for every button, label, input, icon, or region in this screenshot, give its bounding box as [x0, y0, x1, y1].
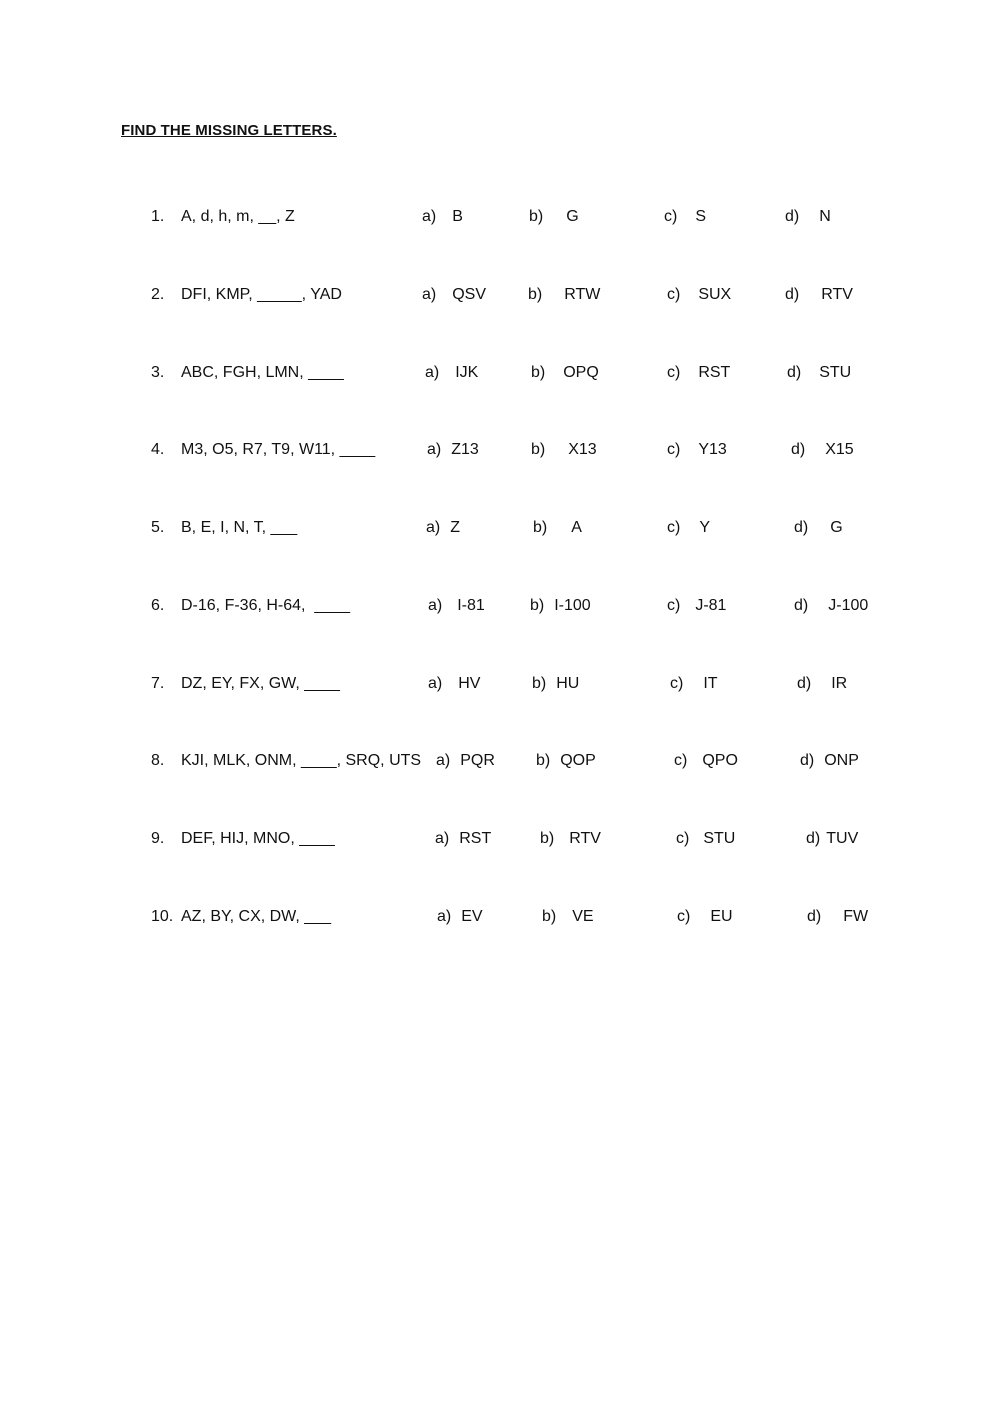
question-stem: B, E, I, N, T, ___: [181, 519, 298, 536]
option-d: d) G: [794, 519, 843, 536]
option-b: b) X13: [531, 441, 597, 458]
option-d: d) RTV: [785, 286, 853, 303]
option-a: a) I-81: [428, 597, 485, 614]
option-a: a) IJK: [425, 364, 479, 381]
option-d: d) X15: [791, 441, 854, 458]
option-a: a) Z13: [427, 441, 479, 458]
question-2: [151, 285, 342, 365]
question-3: [151, 363, 344, 443]
option-c: c) Y13: [667, 441, 727, 458]
option-b: b) A: [533, 519, 582, 536]
question-number: 6.: [151, 597, 165, 614]
option-b: b) VE: [542, 908, 594, 925]
question-stem: M3, O5, R7, T9, W11, ____: [181, 441, 376, 458]
option-a: a) Z: [426, 519, 461, 536]
question-stem: A, d, h, m, __, Z: [181, 208, 295, 225]
option-d: d) J-100: [794, 597, 869, 614]
option-a: a) RST: [435, 830, 492, 847]
option-c: c) J-81: [667, 597, 727, 614]
question-stem: ABC, FGH, LMN, ____: [181, 364, 344, 381]
option-b: b) RTV: [540, 830, 601, 847]
question-8: [151, 751, 422, 831]
worksheet-title: FIND THE MISSING LETTERS.: [121, 122, 337, 139]
option-b: b) QOP: [536, 752, 596, 769]
question-number: 1.: [151, 208, 165, 225]
option-d: d) TUV: [806, 830, 859, 847]
option-a: a) HV: [428, 675, 481, 692]
question-stem: D-16, F-36, H-64, ____: [181, 597, 350, 614]
question-number: 8.: [151, 752, 165, 769]
option-c: c) EU: [677, 908, 733, 925]
question-stem: DEF, HIJ, MNO, ____: [181, 830, 335, 847]
option-c: c) STU: [676, 830, 736, 847]
option-a: a) PQR: [436, 752, 495, 769]
option-b: b) G: [529, 208, 579, 225]
question-number: 7.: [151, 675, 165, 692]
option-c: c) Y: [667, 519, 710, 536]
option-d: d) FW: [807, 908, 869, 925]
option-d: d) N: [785, 208, 831, 225]
question-stem: KJI, MLK, ONM, ____, SRQ, UTS: [181, 752, 422, 769]
option-a: a) QSV: [422, 286, 487, 303]
question-6: [151, 596, 350, 676]
question-number: 2.: [151, 286, 165, 303]
question-number: 3.: [151, 364, 165, 381]
question-stem: DFI, KMP, _____, YAD: [181, 286, 342, 303]
question-9: [151, 829, 335, 909]
option-a: a) EV: [437, 908, 483, 925]
question-number: 5.: [151, 519, 165, 536]
option-c: c) IT: [670, 675, 718, 692]
option-b: b) OPQ: [531, 364, 599, 381]
option-c: c) RST: [667, 364, 731, 381]
option-d: d) IR: [797, 675, 848, 692]
question-number: 4.: [151, 441, 165, 458]
option-b: b) RTW: [528, 286, 601, 303]
option-a: a) B: [422, 208, 463, 225]
option-c: c) QPO: [674, 752, 738, 769]
question-stem: DZ, EY, FX, GW, ____: [181, 675, 340, 692]
question-10: [151, 907, 331, 987]
question-4: [151, 440, 376, 520]
question-number: 9.: [151, 830, 165, 847]
question-stem: AZ, BY, CX, DW, ___: [181, 908, 331, 925]
question-1: [151, 207, 295, 287]
option-b: b) HU: [532, 675, 580, 692]
option-d: d) STU: [787, 364, 852, 381]
question-number: 10.: [151, 908, 174, 925]
option-b: b) I-100: [530, 597, 591, 614]
option-d: d) ONP: [800, 752, 859, 769]
option-c: c) SUX: [667, 286, 732, 303]
question-5: [151, 518, 298, 598]
option-c: c) S: [664, 208, 706, 225]
question-7: [151, 674, 340, 754]
